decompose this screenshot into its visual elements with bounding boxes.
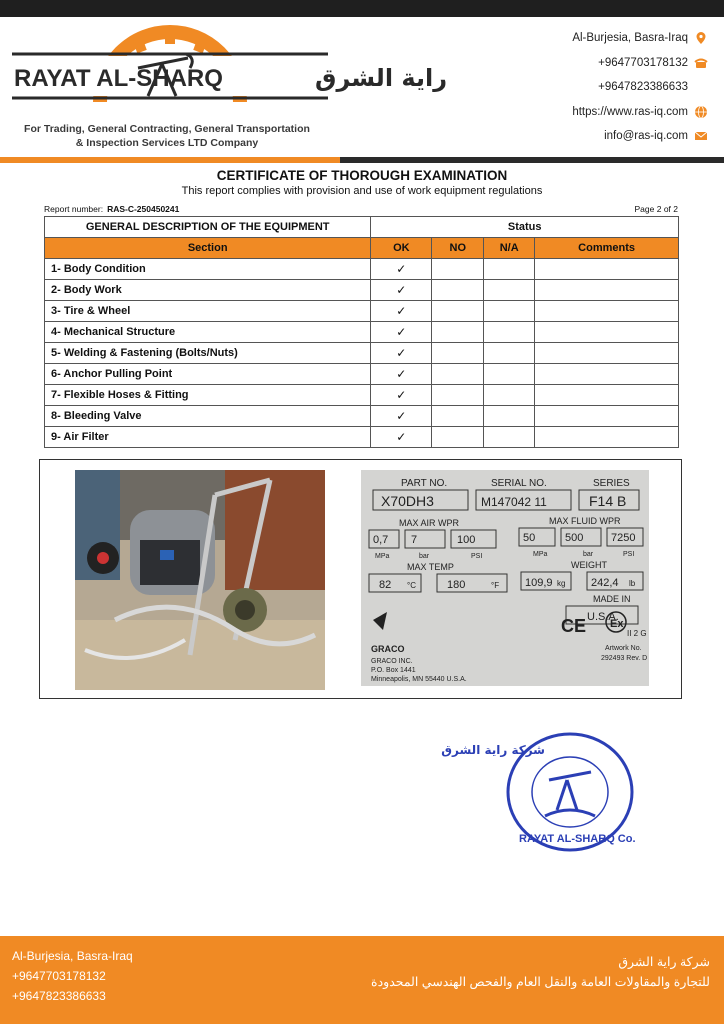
contact-phone-2[interactable]: +9647823386633	[598, 81, 688, 94]
contact-block	[468, 26, 708, 149]
check-icon: ✓	[371, 427, 432, 448]
table-column-header	[45, 238, 679, 259]
svg-text:0,7: 0,7	[373, 534, 389, 546]
check-icon: ✓	[371, 259, 432, 280]
svg-text:MADE IN: MADE IN	[593, 594, 631, 604]
top-dark-bar	[0, 0, 724, 17]
svg-text:II 2 G: II 2 G	[627, 629, 647, 638]
svg-text:82: 82	[379, 579, 392, 591]
svg-text:292493 Rev. D: 292493 Rev. D	[601, 655, 648, 662]
check-icon: ✓	[371, 343, 432, 364]
globe-icon	[694, 105, 708, 119]
header-divider	[0, 157, 724, 163]
svg-text:Ex: Ex	[610, 618, 624, 630]
document-subtitle: This report complies with provision and use of work equipment regulations	[181, 185, 543, 197]
col-section: Section	[45, 238, 371, 259]
svg-text:SERIES: SERIES	[593, 478, 630, 489]
svg-text:kg: kg	[557, 579, 566, 588]
svg-text:P.O. Box 1441: P.O. Box 1441	[371, 667, 416, 674]
svg-text:242,4: 242,4	[591, 577, 619, 589]
svg-text:RAYAT AL-SHARQ Co.: RAYAT AL-SHARQ Co.	[519, 833, 636, 845]
svg-text:°C: °C	[407, 581, 416, 590]
table-row: 5- Welding & Fastening (Bolts/Nuts) ✓	[45, 343, 679, 364]
table-row: 8- Bleeding Valve ✓	[45, 406, 679, 427]
col-comments: Comments	[535, 238, 679, 259]
contact-phone-1[interactable]: +9647703178132	[468, 51, 708, 76]
svg-text:7: 7	[411, 534, 418, 546]
svg-text:°F: °F	[491, 581, 500, 590]
check-icon: ✓	[371, 364, 432, 385]
svg-text:F14 B: F14 B	[589, 493, 627, 509]
svg-text:WEIGHT: WEIGHT	[571, 560, 607, 570]
svg-text:PART NO.: PART NO.	[401, 478, 448, 489]
contact-website[interactable]: https://www.ras-iq.com	[468, 100, 708, 125]
footer-contact: Al-Burjesia, Basra-Iraq +9647703178132 +9647823386633	[12, 949, 133, 1003]
svg-text:bar: bar	[583, 551, 594, 558]
mail-icon	[694, 129, 708, 143]
svg-text:lb: lb	[629, 579, 636, 588]
svg-text:bar: bar	[419, 553, 430, 560]
svg-text:GRACO INC.: GRACO INC.	[371, 658, 413, 665]
table-row: 9- Air Filter ✓	[45, 427, 679, 448]
svg-text:MAX TEMP: MAX TEMP	[407, 562, 454, 572]
contact-address: Al-Burjesia, Basra-Iraq	[468, 26, 708, 51]
svg-text:RAYAT AL-SHARQ: RAYAT AL-SHARQ	[14, 65, 223, 92]
company-stamp	[441, 730, 636, 855]
svg-text:109,9: 109,9	[525, 577, 553, 589]
company-tagline	[12, 122, 322, 150]
svg-text:شركة راية الشرق: شركة راية الشرق	[441, 743, 545, 757]
tagline-line-2: & Inspection Services LTD Company	[75, 137, 259, 149]
svg-text:GRACO: GRACO	[371, 644, 405, 654]
photo-frame	[39, 459, 682, 699]
document-title: CERTIFICATE OF THOROUGH EXAMINATION	[216, 168, 508, 183]
page-indicator: Page 2 of 2	[634, 204, 678, 214]
location-icon	[694, 31, 708, 45]
col-no: NO	[432, 238, 484, 259]
svg-text:Minneapolis, MN 55440 U.S.A.: Minneapolis, MN 55440 U.S.A.	[371, 676, 467, 683]
svg-text:180: 180	[447, 579, 466, 591]
table-row: 2- Body Work ✓	[45, 280, 679, 301]
col-ok: OK	[371, 238, 432, 259]
col-na: N/A	[484, 238, 535, 259]
svg-text:MAX AIR WPR: MAX AIR WPR	[399, 518, 460, 528]
svg-text:U.S.A.: U.S.A.	[587, 611, 619, 623]
svg-text:7250: 7250	[611, 532, 636, 544]
page-footer	[0, 936, 724, 1024]
table-row: 7- Flexible Hoses & Fitting ✓	[45, 385, 679, 406]
svg-text:MPa: MPa	[375, 553, 390, 560]
svg-text:X70DH3: X70DH3	[381, 493, 434, 509]
svg-text:PSI: PSI	[623, 551, 635, 558]
svg-text:MPa: MPa	[533, 551, 548, 558]
svg-text:MAX FLUID WPR: MAX FLUID WPR	[549, 516, 621, 526]
phone-icon	[694, 56, 708, 70]
check-icon: ✓	[371, 322, 432, 343]
logo-graphic	[10, 24, 448, 124]
check-icon: ✓	[371, 301, 432, 322]
table-row: 1- Body Condition ✓	[45, 259, 679, 280]
group-header-equipment: GENERAL DESCRIPTION OF THE EQUIPMENT	[45, 217, 371, 238]
table-row: 4- Mechanical Structure ✓	[45, 322, 679, 343]
svg-text:PSI: PSI	[471, 553, 483, 560]
check-icon: ✓	[371, 280, 432, 301]
svg-text:100: 100	[457, 534, 476, 546]
svg-text:SERIAL NO.: SERIAL NO.	[491, 478, 547, 489]
inspection-table	[44, 216, 679, 448]
table-group-header	[45, 217, 679, 238]
report-number: Report number: RAS-C-250450241	[44, 204, 180, 214]
check-icon: ✓	[371, 385, 432, 406]
check-icon: ✓	[371, 406, 432, 427]
table-row: 3- Tire & Wheel ✓	[45, 301, 679, 322]
svg-text:500: 500	[565, 532, 584, 544]
contact-email[interactable]: info@ras-iq.com	[468, 124, 708, 149]
equipment-photo	[75, 470, 325, 690]
svg-text:50: 50	[523, 532, 536, 544]
tagline-line-1: For Trading, General Contracting, General Transportation	[24, 123, 310, 135]
svg-text:راية الشرق: راية الشرق	[315, 64, 448, 92]
nameplate-photo	[361, 470, 649, 686]
svg-text:M147042 11: M147042 11	[481, 495, 547, 509]
group-header-status: Status	[371, 217, 679, 238]
table-row: 6- Anchor Pulling Point ✓	[45, 364, 679, 385]
svg-text:CE: CE	[561, 616, 587, 636]
footer-arabic-name: شركة راية الشرق للتجارة والمقاولات العامة والنقل العام والفحص الهندسي المحدودة	[371, 955, 710, 989]
svg-text:Artwork No.: Artwork No.	[605, 645, 642, 652]
